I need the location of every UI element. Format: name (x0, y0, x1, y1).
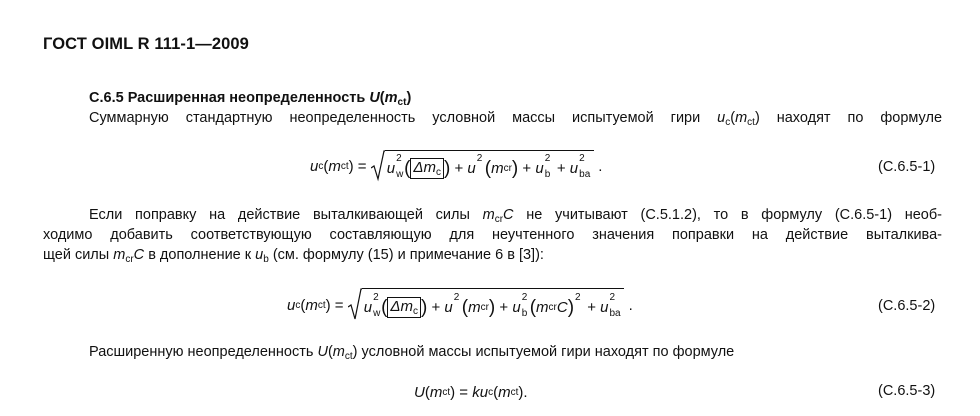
sqrt-body-1: u 2 w ( $\Delta m_c$ ) + u 2 ( m cr ) + u 2 b + u 2 ba (385, 150, 594, 182)
eq1-t1-sub: w (396, 168, 404, 180)
eq2-t2-sub: cr (480, 301, 489, 313)
paragraph-2-line-2: ходимо добавить соответствующую составляющую для неучтенного значения поправки на действие выталкива- (43, 227, 942, 243)
eq2-delta-m: Δm (390, 297, 413, 315)
eq1-t3-sup: 2 (544, 152, 551, 164)
eq1-lhs: u (310, 157, 319, 175)
para1-text-a: Суммарную стандартную неопределенность условной массы испытуемой гири (89, 110, 701, 126)
eq2-t1-sup: 2 (373, 291, 379, 303)
eq2-t3-outer-sup: 2 (575, 291, 581, 303)
section-symbol-sub: ct (397, 97, 407, 108)
para2-line3-c: (см. формулу (15) и примечание 6 в [3]): (272, 247, 544, 263)
equation-3-number: (C.6.5-3) (878, 383, 936, 399)
eq3-arg: m (429, 383, 443, 401)
eq3-u-sub: c (488, 386, 494, 398)
para2-line3-sym: m (113, 247, 126, 263)
para3-arg-sub: ct (344, 351, 353, 362)
sqrt-body-2: u 2 w ( $\Delta m_c$ ) + u 2 ( m cr ) + u 2 b ( m cr C ) 2 + u 2 ba (362, 288, 625, 322)
eq2-lhs-arg-sub: ct (317, 299, 326, 311)
para2-line1-sym: m (482, 207, 495, 223)
eq1-t2-sup: 2 (476, 152, 483, 164)
eq2-delta-box (387, 297, 421, 318)
eq2-lhs-sub: c (295, 299, 301, 311)
eq1-lhs-arg-sub: ct (340, 160, 349, 172)
eq2-t3-sup: 2 (521, 291, 528, 303)
eq1-t4-sup: 2 (579, 152, 585, 164)
document-header: ГОСТ OIML R 111-1—2009 (43, 35, 249, 53)
para2-line3-sym2: C (133, 247, 145, 263)
sqrt-symbol-2 (348, 288, 625, 322)
eq1-t4-sub: ba (579, 168, 591, 180)
eq1-t1-sup: 2 (396, 152, 402, 164)
eq1-delta-box (410, 158, 444, 179)
eq1-delta-m: Δm (413, 158, 436, 176)
para1-sym: u (717, 110, 726, 126)
para3-text-b: условной массы испытуемой гири находят по формуле (361, 344, 735, 360)
eq1-lhs-arg: m (328, 157, 341, 175)
eq3-rhs-arg-sub: ct (510, 386, 519, 398)
para1-text-b: находят по формуле (776, 110, 943, 126)
radical-sign-icon (348, 288, 362, 322)
para2-line1-b: не учитывают (С.5.1.2), то в формулу (С.6.5-1) необ- (526, 207, 943, 223)
sqrt-symbol-1 (371, 150, 594, 182)
equation-1-number: (C.6.5-1) (878, 159, 936, 175)
section-title-text: Расширенная неопределенность (127, 90, 366, 106)
equation-2-number: (C.6.5-2) (878, 298, 936, 314)
para2-line1-sym2: C (503, 207, 514, 223)
para2-line1-a: Если поправку на действие выталкивающей силы (89, 207, 470, 223)
eq2-t2-sup: 2 (453, 291, 460, 303)
eq1-t3-sub: b (544, 168, 551, 180)
para2-line3-u-sub: b (263, 254, 269, 265)
equation-3: U ( m ct ) = k u c ( m ct ). (414, 383, 528, 401)
eq2-delta-sub: c (412, 305, 418, 317)
para3-text-a: Расширенную неопределенность (89, 344, 314, 360)
eq3-arg-sub: ct (442, 386, 451, 398)
para2-line3-u: u (255, 247, 264, 263)
para1-arg-sub: ct (747, 117, 755, 128)
para2-line1-sym-sub: cr (494, 214, 504, 225)
eq3-k: k (472, 383, 480, 401)
para2-line3-sym-sub: cr (125, 254, 134, 265)
equation-1: u c ( m ct ) = u 2 w ( $\Delta m_c$ ) + u 2 ( m cr ) + u 2 b + u 2 ba . (310, 149, 602, 183)
section-symbol: U (369, 90, 380, 106)
eq2-t1-sub: w (373, 307, 381, 319)
eq3-rhs-arg: m (498, 383, 511, 401)
radical-sign-icon (371, 150, 385, 182)
paragraph-2-line-3 (43, 245, 942, 270)
eq1-delta-sub: c (435, 166, 441, 178)
equation-2: u c ( m ct ) = u 2 w ( $\Delta m_c$ ) + u 2 ( m cr ) + u 2 b ( m cr C ) 2 + u 2 ba . (287, 287, 633, 323)
section-title: C.6.5 Расширенная неопределенность $U(m_{ct})$ (89, 90, 412, 108)
para2-line3-a: щей силы (43, 247, 110, 263)
section-symbol-arg: m (384, 90, 398, 106)
eq2-t3-sub: b (521, 307, 528, 319)
section-number: C.6.5 (89, 90, 124, 106)
eq2-lhs-arg: m (305, 296, 318, 314)
eq2-lhs: u (287, 296, 296, 314)
eq3-lhs: U (414, 383, 425, 401)
para1-sym-sub: c (725, 117, 731, 128)
paragraph-3: Расширенную неопределенность $U(m_{ct})$ условной массы испытуемой гири находят по формуле (89, 344, 735, 362)
para3-sym: U (317, 344, 328, 360)
eq1-lhs-sub: c (318, 160, 324, 172)
para2-line3-b: в дополнение к (148, 247, 252, 263)
eq2-t3-arg-sub: cr (548, 301, 557, 313)
eq2-t4-sup: 2 (609, 291, 616, 303)
eq3-u: u (479, 383, 489, 401)
para3-arg: m (332, 344, 345, 360)
eq1-t2-sub: cr (503, 162, 512, 174)
eq2-t4-sub: ba (609, 307, 621, 319)
paragraph-1: Суммарную стандартную неопределенность условной массы испытуемой гири $u_c(m_{ct})$ находят по формуле (89, 110, 943, 128)
eq2-t3-C: C (556, 298, 568, 316)
para1-arg: m (735, 110, 748, 126)
